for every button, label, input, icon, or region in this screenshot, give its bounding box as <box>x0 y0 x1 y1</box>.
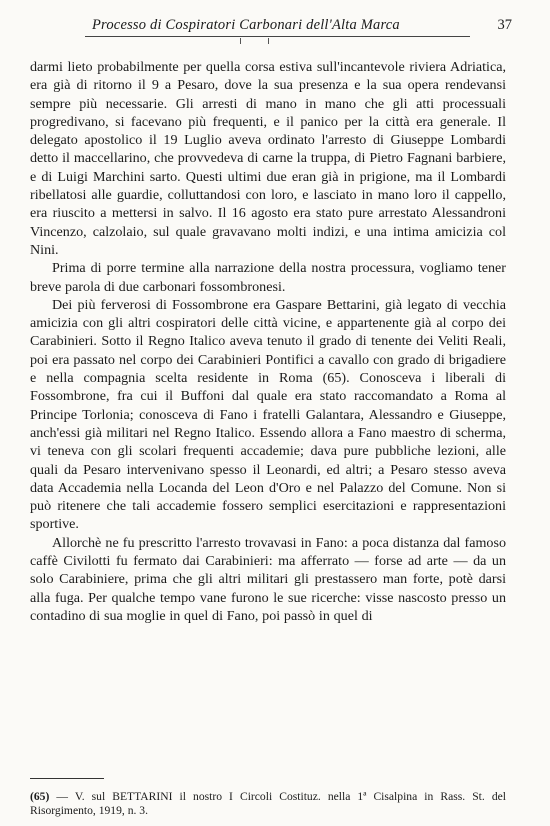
footnote-number: (65) <box>30 790 50 803</box>
header-rule-tick <box>268 38 269 44</box>
footnote-rule <box>30 778 104 779</box>
header-rule-tick <box>240 38 241 44</box>
paragraph-3: Dei più ferverosi di Fossombrone era Gaspare Bettarini, già legato di vecchia amicizia con gli altri cospiratori delle città vicine, e appartenente già al corpo dei Carabinieri. Sotto il Regno Italico aveva tenuto il grado di tenente dei Veliti Reali, poi era passato nel corpo dei Carabinieri Pontifici a cavallo con grado di brigadiere e nella compagnia scelta residente in Roma (65). Conosceva i liberali di Fossombrone, fra cui il Buffoni dal quale era stato raccomandato a Roma al Principe Torlonia; conosceva di Fano i fratelli Galantara, Alessandro e Giuseppe, anch'essi già militari nel Regno Italico. Essendo allora a Fano maestro di scherma, vi teneva con gli scolari frequenti accademie; dava pure pubbliche lezioni, alle quali da Pesaro intervenivano spesso il Leonardi, ed altri; a Pesaro stesso aveva data Accademia nella Locanda del Leon d'Oro e nel Palazzo del Comune. Non si può ritenere che tali accademie fossero semplici esercitazioni e rappresentazioni sportive. <box>30 296 506 533</box>
footnote <box>30 790 506 818</box>
paragraph-1: darmi lieto probabilmente per quella corsa estiva sull'incantevole riviera Adriatica, era già di ritorno il 9 a Pesaro, dove la sua presenza e la sua opera rendevansi sempre più necessarie. Gli arresti di mano in mano che gli atti processuali progredivano, si facevano più frequenti, e il panico per la città era generale. Il delegato apostolico il 19 Luglio aveva ordinato l'arresto di Giuseppe Lombardi detto il maccellarino, che provvedeva di carne la truppa, di Pietro Fagnani barbiere, e di Luigi Marchini sarto. Questi ultimi due eran già in prigione, ma il Lombardi ribellatosi alle guardie, colluttandosi con loro, e lasciato in mano loro il cappello, era riuscito a mettersi in salvo. Il 16 agosto era stato pure arrestato Alessandroni Vincenzo, calzolaio, sul quale gravavano molti indizi, e una intima amicizia col Nini. <box>30 59 506 258</box>
running-head <box>30 17 512 41</box>
header-rule <box>85 36 470 37</box>
paragraph-2: Prima di porre termine alla narrazione della nostra processura, vogliamo tener breve parola di due carbonari fossombronesi. <box>30 260 506 295</box>
page-number: 37 <box>497 17 512 33</box>
running-head-title: Processo di Cospiratori Carbonari dell'Alta Marca <box>92 17 400 33</box>
paragraph-4: Allorchè ne fu prescritto l'arresto trovavasi in Fano: a poca distanza dal famoso caffè Civilotti fu fermato dai Carabinieri: ma afferrato — forse ad arte — da un solo Carabiniere, prima che gli altri militari gli prestassero man forte, potè darsi alla fuga. Per qualche tempo vane furono le sue ricerche: visse nascosto presso un contadino di sua moglie in quel di Fano, poi passò in quel di <box>30 534 506 624</box>
body-text <box>30 58 506 625</box>
footnote-text: — V. sul BETTARINI il nostro I Circoli Costituz. nella 1ª Cisalpina in Rass. St. del Risorgimento, 1919, n. 3. <box>30 790 506 817</box>
